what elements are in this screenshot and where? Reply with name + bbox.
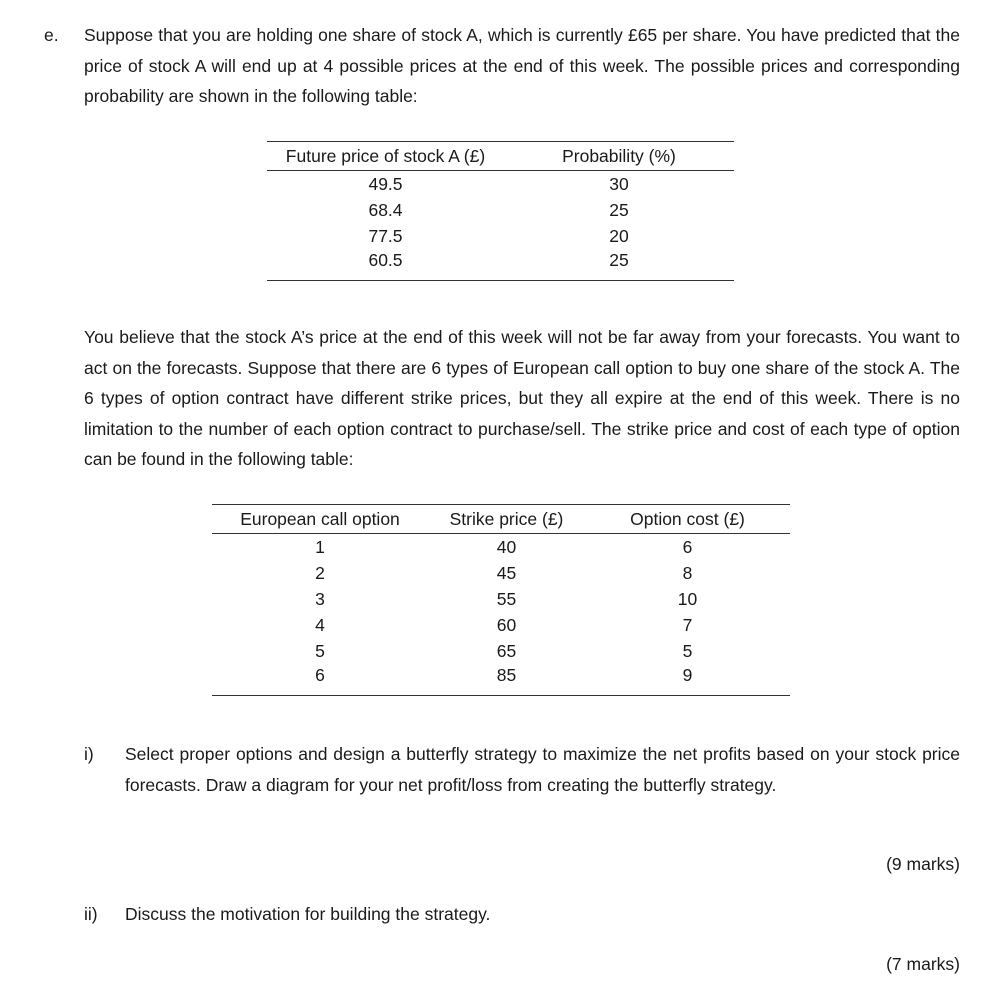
table-row <box>267 249 734 281</box>
forecast-probability-cell: 30 <box>609 173 629 194</box>
part-ii-text: Discuss the motivation for building the strategy. <box>125 904 491 924</box>
option-cost-cell: 5 <box>682 640 693 661</box>
options-header-strike: Strike price (£) <box>428 505 585 534</box>
option-strike-cell: 85 <box>428 664 585 696</box>
part-i-text: Select proper options and design a butterfly strategy to maximize the net profits based on your stock price forecasts. Draw a diagram for your net profit/loss from creating the butterfly strategy. <box>125 744 960 795</box>
options-header-option: European call option <box>212 505 428 534</box>
forecast-price-cell: 49.5 <box>368 173 403 194</box>
option-number-cell: 2 <box>315 562 325 583</box>
option-strike-cell: 45 <box>496 562 517 583</box>
table-row <box>212 638 790 664</box>
option-number-cell: 3 <box>315 588 325 609</box>
table-row <box>212 664 790 696</box>
part-i-marks: (9 marks) <box>886 854 960 874</box>
question-label: e. <box>44 25 59 45</box>
forecast-probability-cell: 20 <box>609 225 629 246</box>
part-ii-label: ii) <box>84 904 98 924</box>
options-table-header <box>212 505 790 534</box>
forecast-table <box>267 141 734 281</box>
options-header-cost: Option cost (£) <box>585 505 790 534</box>
option-number-cell: 6 <box>212 664 428 696</box>
table-row <box>212 534 790 561</box>
table-row <box>212 560 790 586</box>
option-strike-cell: 40 <box>496 536 517 557</box>
forecast-probability-cell: 25 <box>504 249 734 281</box>
body-paragraph: You believe that the stock A’s price at the end of this week will not be far away from your forecasts. You want to act on the forecasts. Suppose that there are 6 types of European call option to buy one share of the stock A. The 6 types of option contract have different strike prices, but they all expire at the end of this week. There is no limitation to the number of each option contract to purchase/sell. The strike price and cost of each type of option can be found in the following table: <box>84 327 960 469</box>
forecast-header-probability: Probability (%) <box>504 142 734 171</box>
forecast-probability-cell: 25 <box>609 199 629 220</box>
option-number-cell: 5 <box>315 640 325 661</box>
option-cost-cell: 7 <box>682 614 693 635</box>
table-row <box>212 612 790 638</box>
option-cost-cell: 9 <box>585 664 790 696</box>
table-row <box>267 223 734 249</box>
table-row <box>212 586 790 612</box>
forecast-price-cell: 68.4 <box>368 199 403 220</box>
options-table <box>212 504 790 696</box>
forecast-price-cell: 77.5 <box>368 225 403 246</box>
forecast-header-price: Future price of stock A (£) <box>267 142 504 171</box>
option-cost-cell: 8 <box>682 562 693 583</box>
table-row <box>267 197 734 223</box>
part-i-label: i) <box>84 744 94 764</box>
option-strike-cell: 55 <box>496 588 517 609</box>
table-row <box>267 171 734 198</box>
forecast-price-cell: 60.5 <box>267 249 504 281</box>
intro-paragraph: Suppose that you are holding one share of stock A, which is currently £65 per share. You have predicted that the price of stock A will end up at 4 possible prices at the end of this week. The possible prices and corresponding probability are shown in the following table: <box>84 25 960 106</box>
part-ii-marks: (7 marks) <box>886 954 960 974</box>
option-number-cell: 4 <box>315 614 325 635</box>
option-number-cell: 1 <box>315 536 325 557</box>
option-strike-cell: 65 <box>496 640 517 661</box>
option-strike-cell: 60 <box>496 614 517 635</box>
option-cost-cell: 10 <box>677 588 698 609</box>
option-cost-cell: 6 <box>682 536 693 557</box>
forecast-table-header <box>267 142 734 171</box>
